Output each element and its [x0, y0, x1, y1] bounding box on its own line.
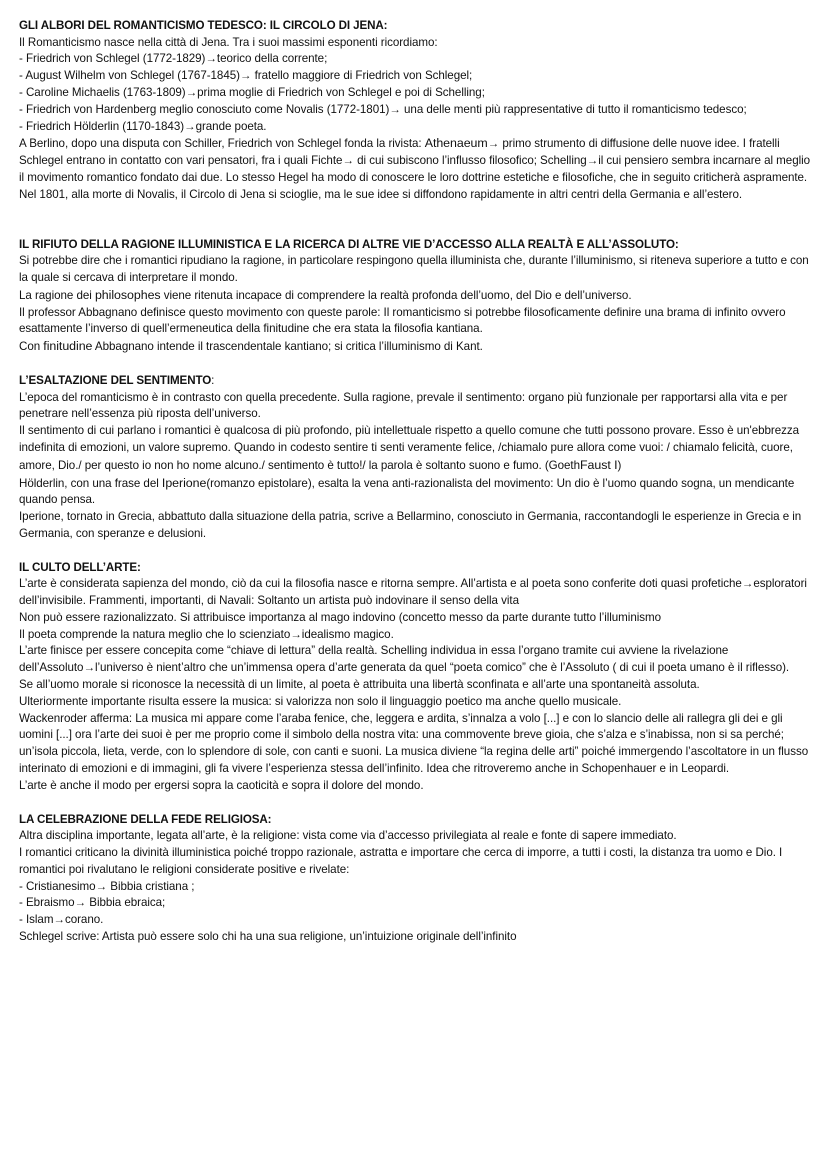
text-run: Il sentimento di cui parlano i romantici è qualcosa di più profondo, più intellettuale rispetto a quello comune che tutti possono provare. Esso è un'ebbrezza indefinita di emozioni, un valore supremo. Quando in codesto sentire ti senti veramente felice, /chiamalo pure allora come vuoi: / chiamalo felicità, cuore, amore, Dio./ per questo io non ho nome alcuno./ sentimento è tutto!/ la parola è soltanto suono e fumo. (Goeth — [19, 424, 799, 472]
paragraph: Il poeta comprende la natura meglio che lo scienziato→idealismo magico. — [19, 627, 394, 641]
list-item: - Friedrich von Hardenberg meglio conosciuto come Novalis (1772-1801)→ una delle menti più rappresentative di tutto il romanticismo tedesco; — [19, 102, 747, 116]
paragraph: Il Romanticismo nasce nella città di Jena. Tra i suoi massimi esponenti ricordiamo: — [19, 35, 438, 49]
text-run: La ragione dei — [19, 288, 95, 302]
heading-text: L’ESALTAZIONE DEL SENTIMENTO — [19, 373, 212, 387]
heading-colon: : — [211, 373, 215, 387]
paragraph: L’arte è considerata sapienza del mondo, ciò da cui la filosofia nasce e ritorna sempre. All’artista e al poeta sono conferite doti quasi profetiche→esploratori dell’invisibile. Frammenti, importanti, di Navali: Soltanto un artista può indovinare il senso della vita — [19, 577, 807, 608]
text-run: Abbagnano intende il trascendentale kantiano; si critica l’illuminismo di Kant. — [92, 340, 483, 354]
paragraph: Altra disciplina importante, legata all’arte, è la religione: vista come via d’accesso privilegiata al reale e fonte di sapere immediato. — [19, 829, 677, 843]
text-run: viene ritenuta incapace di comprendere la realtà profonda dell’uomo, del Dio e dell’universo. — [160, 288, 632, 302]
term-iperione: Iperione — [161, 475, 207, 490]
paragraph: L’arte finisce per essere concepita come “chiave di lettura” della realtà. Schelling individua in essa l’organo tramite cui avviene la rivelazione dell’Assoluto→l’universo è nient’altro che un’immensa opera d’arte generata da quel “poeta comico” che è l’Assoluto ( di cui il poeta umano è il riflesso). — [19, 644, 790, 675]
text-run: Hölderlin, con una frase del — [19, 476, 162, 490]
section-heading — [19, 373, 811, 390]
list-item: - Friedrich von Schlegel (1772-1829)→teorico della corrente; — [19, 52, 328, 66]
list-item: - August Wilhelm von Schlegel (1767-1845)→ fratello maggiore di Friedrich von Schlegel; — [19, 69, 473, 83]
paragraph: Nel 1801, alla morte di Novalis, il Circolo di Jena si scioglie, ma le sue idee si diffondono rapidamente in altri centri della Germania e all’estero. — [19, 187, 743, 201]
text-run: Con — [19, 340, 44, 354]
list-item: - Islam→corano. — [19, 913, 104, 927]
section-ragione — [19, 237, 811, 356]
section-heading: IL RIFIUTO DELLA RAGIONE ILLUMINISTICA E LA RICERCA DI ALTRE VIE D’ACCESSO ALLA REALTÀ E ALL’ASSOLUTO: — [19, 237, 679, 251]
paragraph: Se all’uomo morale si riconosce la necessità di un limite, al poeta è attribuita una libertà sconfinata e all’arte una spontaneità assoluta. — [19, 678, 700, 692]
text-run: ) — [617, 458, 622, 472]
term-philosophes: philosophes — [94, 287, 161, 302]
paragraph: L’arte è anche il modo per ergersi sopra la caoticità e sopra il dolore del mondo. — [19, 778, 424, 792]
list-item: - Ebraismo→ Bibbia ebraica; — [19, 896, 166, 910]
paragraph: Il professor Abbagnano definisce questo movimento con queste parole: Il romanticismo si potrebbe filosoficamente definire una brama di infinito ovvero esattamente l’inverso di quell’ermeneutica della finitudine che era stata la filosofia kantiana. — [19, 305, 786, 336]
paragraph: Schlegel scrive: Artista può essere solo chi ha una sua religione, un’intuizione originale dell’infinito — [19, 930, 517, 944]
paragraph: Wackenroder afferma: La musica mi appare come l’araba fenice, che, leggera e ardita, s’innalza a volo [...] e con lo slancio delle ali rallegra gli dei e gli uomini [...] ora l’arte dei suoi è per me proprio come il simbolo della nostra vita: una commovente breve gioia, che s’alza e s’inabissa, non si sa perché; un’isola piccola, lieta, verde, con lo splendore di sole, con canti e suoni. La musica diviene “la regina delle arti” poiché immergendo l’ascoltatore in un flusso interinato di emozioni e di immagini, gli fa vivere l’esperienza stessa dell’infinito. Idea che ritroveremo anche in Schopenhauer e in Leopardi. — [19, 711, 809, 776]
document-page — [19, 18, 811, 946]
paragraph: L’epoca del romanticismo è in contrasto con quella precedente. Sulla ragione, prevale il sentimento: organo più funzionale per rapportarsi alla vita e per penetrare nell’essenza più riposta dell’universo. — [19, 390, 788, 421]
list-item: - Friedrich Hölderlin (1170-1843)→grande poeta. — [19, 119, 267, 133]
paragraph: Iperione, tornato in Grecia, abbattuto dalla situazione della patria, scrive a Bellarmino, conosciuto in Germania, raccontandogli le esperienze in Grecia e in Germania, con speranze e delusioni. — [19, 510, 802, 540]
section-heading: GLI ALBORI DEL ROMANTICISMO TEDESCO: IL CIRCOLO DI JENA: — [19, 19, 388, 32]
section-heading: IL CULTO DELL’ARTE: — [19, 560, 141, 574]
list-item: - Cristianesimo→ Bibbia cristiana ; — [19, 879, 195, 893]
term-faust: Faust I — [580, 457, 618, 472]
paragraph — [19, 475, 811, 510]
paragraph — [19, 287, 811, 305]
paragraph: Ulteriormente importante risulta essere la musica: si valorizza non solo il linguaggio poetico ma anche quello musicale. — [19, 694, 622, 708]
paragraph — [19, 135, 811, 186]
paragraph — [19, 338, 811, 356]
paragraph — [19, 423, 811, 474]
section-religione — [19, 812, 811, 946]
section-sentimento — [19, 373, 811, 543]
term-athenaeum: Athenaeum — [424, 136, 488, 151]
section-arte — [19, 560, 811, 795]
section-heading: LA CELEBRAZIONE DELLA FEDE RELIGIOSA: — [19, 812, 272, 826]
text-run: (romanzo epistolare), esalta la vena anti-razionalista del movimento: Un dio è l’uomo quando sogna, un mendicante quando pensa. — [19, 476, 795, 507]
text-run: → primo strumento di diffusione delle nuove idee. I fratelli Schlegel entrano in contatto con vari pensatori, fra i quali Fichte→ di cui subiscono l’influsso filosofico; Schelling→il cui pensiero sembra incarnare al meglio il movimento romantico fondato dai due. Lo stesso Hegel ha modo di conoscere le loro dottrine estetiche e filosofiche, che in seguito criticherà aspramente. — [19, 137, 811, 184]
section-jena — [19, 18, 811, 204]
term-finitudine: finitudine — [43, 339, 93, 354]
list-item: - Caroline Michaelis (1763-1809)→prima moglie di Friedrich von Schlegel e poi di Schelling; — [19, 85, 485, 99]
paragraph: Non può essere razionalizzato. Si attribuisce importanza al mago indovino (concetto messo da parte durante tutto l’illuminismo — [19, 610, 661, 624]
paragraph: Si potrebbe dire che i romantici ripudiano la ragione, in particolare respingono quella illuminista che, durante l’illuminismo, si riteneva superiore a tutto e con la quale si cercava di interpretare il mondo. — [19, 254, 809, 284]
text-run: A Berlino, dopo una disputa con Schiller, Friedrich von Schlegel fonda la rivista: — [19, 137, 425, 151]
paragraph: I romantici criticano la divinità illuministica poiché troppo razionale, astratta e importare che cerca di imporre, a tutti i costi, la distanza tra uomo e Dio. I romantici poi rivalutano le religioni considerate positive e rivelate: — [19, 846, 783, 876]
